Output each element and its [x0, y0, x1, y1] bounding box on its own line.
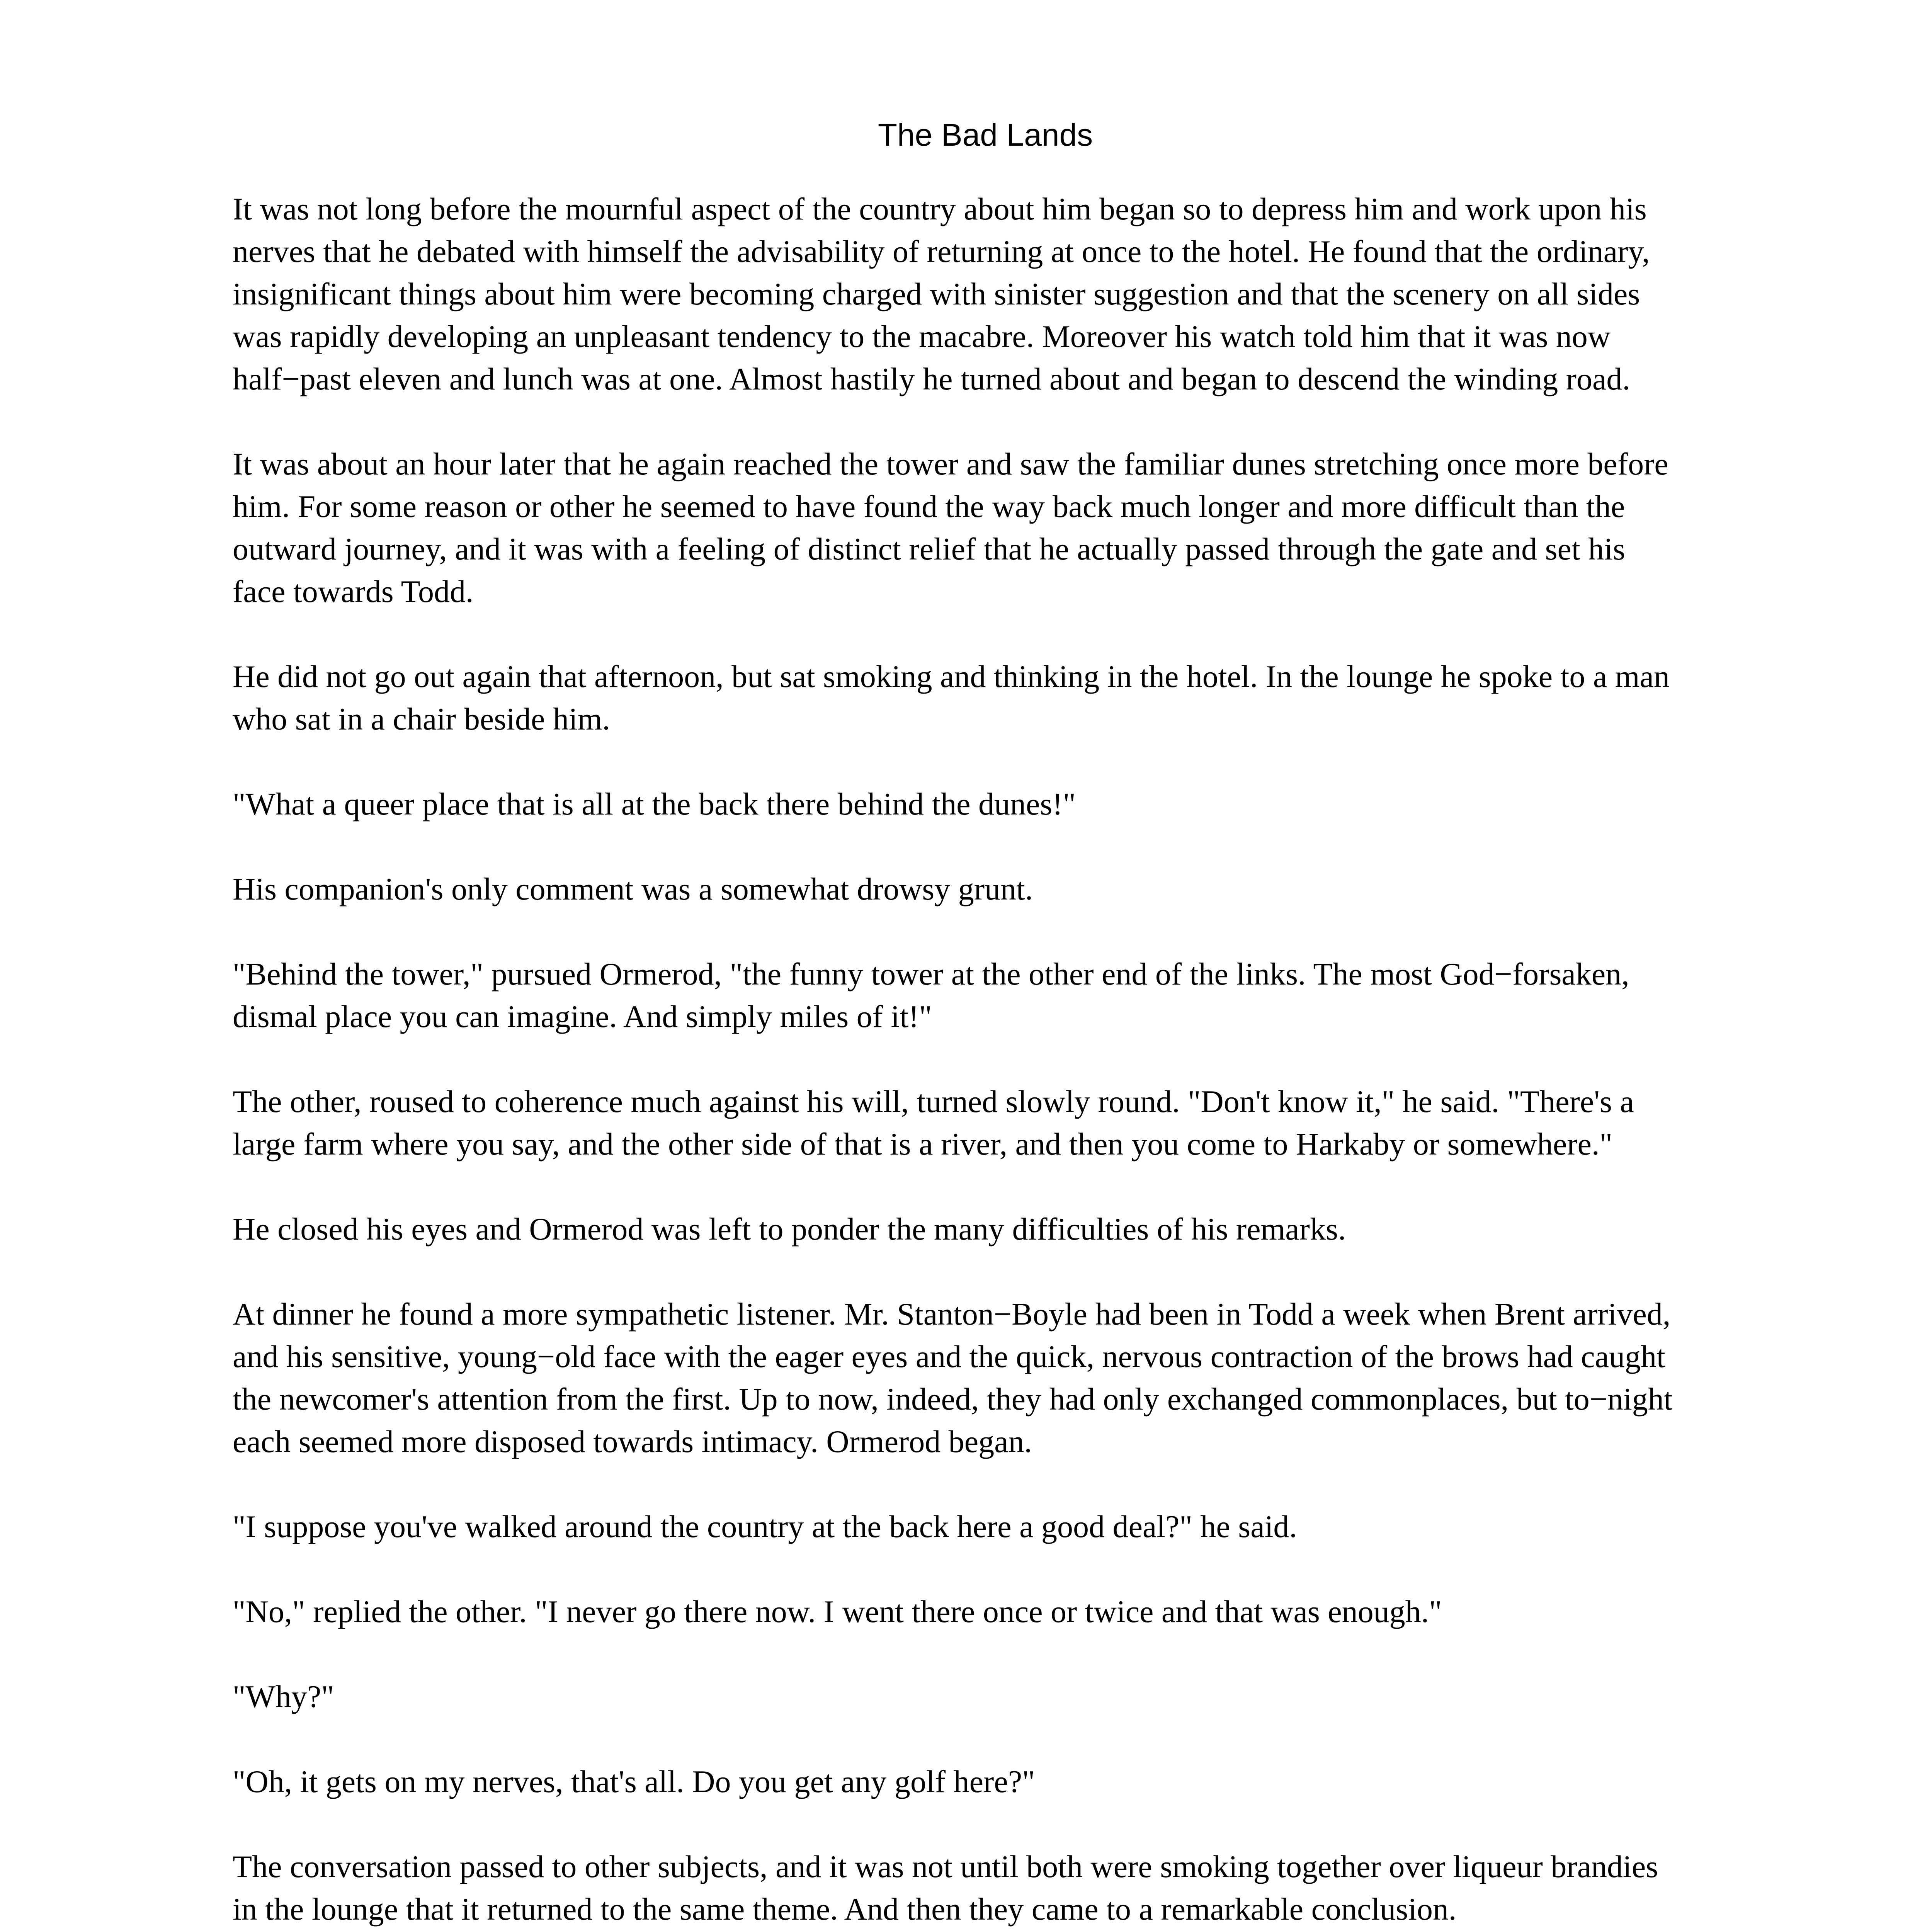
paragraph: "No," replied the other. "I never go there now. I went there once or twice and that was enough."	[233, 1594, 1442, 1629]
paragraph: It was not long before the mournful aspect of the country about him began so to depress him and work upon his nerves that he debated with himself the advisability of returning at once to the hotel. He found that the ordinary, insignificant things about him were becoming charged with sinister suggestion and that the scenery on all sides was rapidly developing an unpleasant tendency to the macabre. Moreover his watch told him that it was now half−past eleven and lunch was at one. Almost hastily he turned about and began to descend the winding road.	[233, 191, 1650, 396]
paragraph: The conversation passed to other subjects, and it was not until both were smoking together over liqueur brandies in the lounge that it returned to the same theme. And then they came to a remarkable conclusion.	[233, 1849, 1658, 1927]
paragraph: He did not go out again that afternoon, but sat smoking and thinking in the hotel. In the lounge he spoke to a man who sat in a chair beside him.	[233, 659, 1670, 736]
paragraph: He closed his eyes and Ormerod was left to ponder the many difficulties of his remarks.	[233, 1211, 1346, 1247]
paragraph: "What a queer place that is all at the back there behind the dunes!"	[233, 786, 1076, 821]
paragraph: The other, roused to coherence much against his will, turned slowly round. "Don't know it," he said. "There's a large farm where you say, and the other side of that is a river, and then you come to Harkaby or somewhere."	[233, 1084, 1634, 1162]
paragraph: "Behind the tower," pursued Ormerod, "the funny tower at the other end of the links. The most God−forsaken, dismal place you can imagine. And simply miles of it!"	[233, 956, 1629, 1034]
paragraph: "Oh, it gets on my nerves, that's all. Do you get any golf here?"	[233, 1764, 1035, 1799]
paragraph: At dinner he found a more sympathetic listener. Mr. Stanton−Boyle had been in Todd a week when Brent arrived, and his sensitive, young−old face with the eager eyes and the quick, nervous contraction of the brows had caught the newcomer's attention from the first. Up to now, indeed, they had only exchanged commonplaces, but to−night each seemed more disposed towards intimacy. Ormerod began.	[233, 1296, 1673, 1459]
body-text	[233, 188, 1855, 1932]
paragraph: It was about an hour later that he again reached the tower and saw the familiar dunes stretching once more before him. For some reason or other he seemed to have found the way back much longer and more difficult than the outward journey, and it was with a feeling of distinct relief that he actually passed through the gate and set his face towards Todd.	[233, 446, 1668, 609]
page-header-title: The Bad Lands	[878, 117, 1093, 153]
paragraph: "I suppose you've walked around the country at the back here a good deal?" he said.	[233, 1509, 1297, 1544]
paragraph: His companion's only comment was a somewhat drowsy grunt.	[233, 871, 1033, 906]
paragraph: "Why?"	[233, 1679, 334, 1714]
